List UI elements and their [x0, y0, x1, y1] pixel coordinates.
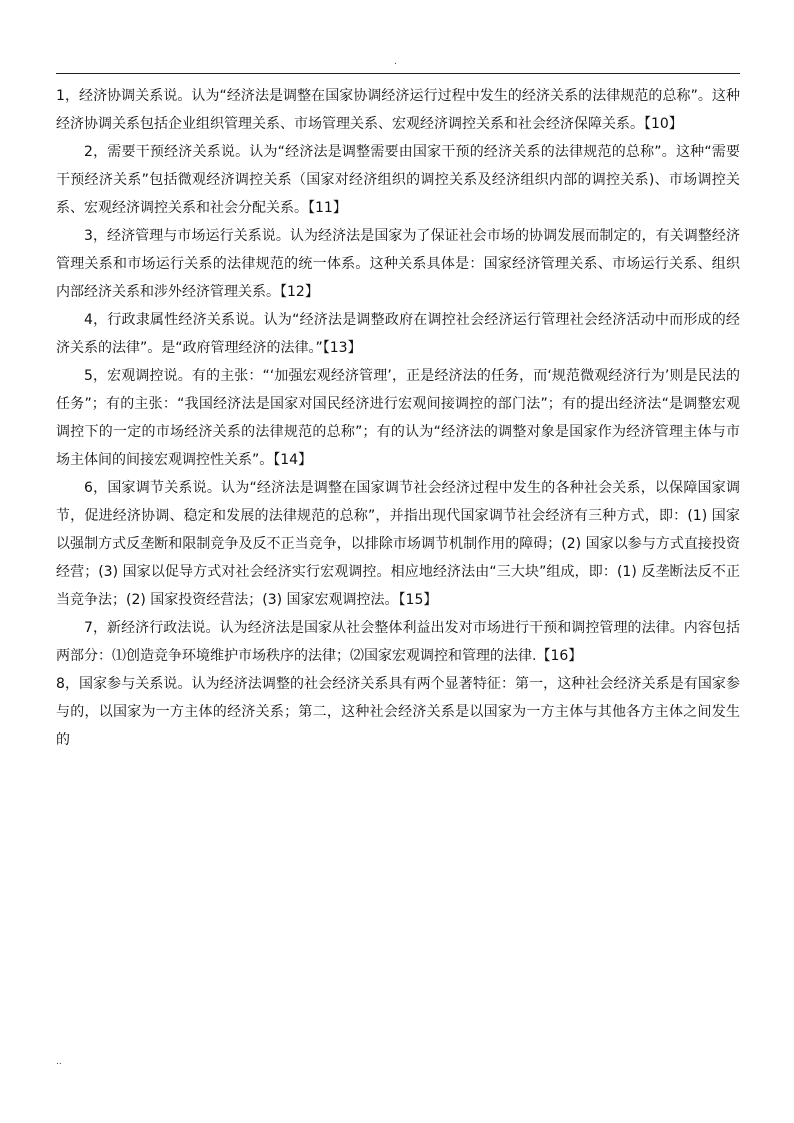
- header-mark: .: [394, 57, 397, 67]
- paragraph-4: 4，行政隶属性经济关系说。认为“经济法是调整政府在调控社会经济运行管理社会经济活动中而形成的经济关系的法律”。是“政府管理经济的法律。”【13】: [56, 312, 740, 356]
- paragraph-6: 6，国家调节关系说。认为“经济法是调整在国家调节社会经济过程中发生的各种社会关系，以保障国家调节，促进经济协调、稳定和发展的法律规范的总称”，并指出现代国家调节社会经济有三种方式，即：(1) 国家以强制方式反垄断和限制竞争及反不正当竞争，以排除市场调节机制作用的障碍；(2) 国家以参与方式直接投资经营；(3) 国家以促导方式对社会经济实行宏观调控。相应地经济法由“三大块”组成，即：(1) 反垄断法反不正当竞争法；(2) 国家投资经营法；(3) 国家宏观调控法。【15】: [56, 480, 740, 608]
- footer-mark: ..: [56, 1057, 62, 1067]
- paragraph-7: 7，新经济行政法说。认为经济法是国家从社会整体利益出发对市场进行干预和调控管理的法律。内容包括两部分：⑴创造竞争环境维护市场秩序的法律；⑵国家宏观调控和管理的法律.【16】: [56, 620, 740, 664]
- paragraph-5: 5，宏观调控说。有的主张：“‘加强宏观经济管理’，正是经济法的任务，而‘规范微观经济行为’则是民法的任务”；有的主张：“我国经济法是国家对国民经济进行宏观间接调控的部门法”；有的提出经济法“是调整宏观调控下的一定的市场经济关系的法律规范的总称”；有的认为“经济法的调整对象是国家作为经济管理主体与市场主体间的间接宏观调控性关系”。【14】: [56, 368, 740, 468]
- header-rule: [56, 73, 740, 74]
- document-body: [56, 82, 740, 754]
- paragraph-3: 3，经济管理与市场运行关系说。认为经济法是国家为了保证社会市场的协调发展而制定的，有关调整经济管理关系和市场运行关系的法律规范的统一体系。这种关系具体是：国家经济管理关系、市场运行关系、组织内部经济关系和涉外经济管理关系。【12】: [56, 228, 740, 300]
- paragraph-2: 2，需要干预经济关系说。认为“经济法是调整需要由国家干预的经济关系的法律规范的总称”。这种“需要干预经济关系”包括微观经济调控关系（国家对经济组织的调控关系及经济组织内部的调控关系)、市场调控关系、宏观经济调控关系和社会分配关系。【11】: [56, 144, 740, 216]
- paragraph-1: 1，经济协调关系说。认为“经济法是调整在国家协调经济运行过程中发生的经济关系的法律规范的总称”。这种经济协调关系包括企业组织管理关系、市场管理关系、宏观经济调控关系和社会经济保障关系。【10】: [56, 88, 740, 132]
- paragraph-8: 8，国家参与关系说。认为经济法调整的社会经济关系具有两个显著特征：第一，这种社会经济关系是有国家参与的，以国家为一方主体的经济关系；第二，这种社会经济关系是以国家为一方主体与其他各方主体之间发生的: [56, 676, 740, 748]
